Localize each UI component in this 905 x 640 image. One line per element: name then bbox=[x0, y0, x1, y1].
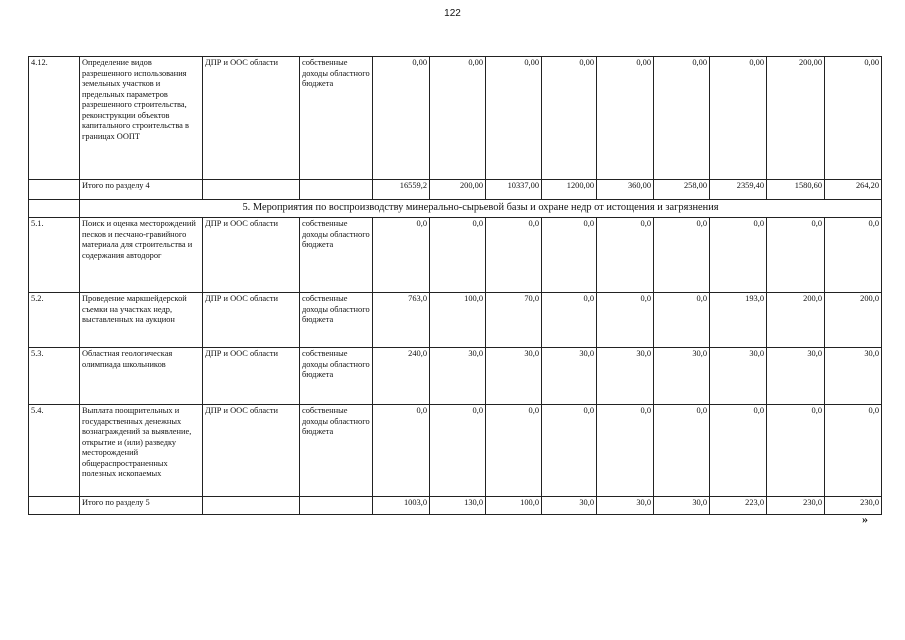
total-value-cell: 1200,00 bbox=[542, 180, 597, 200]
row-funding-source: собственные доходы областного бюджета bbox=[300, 348, 373, 405]
row-value-cell: 0,0 bbox=[825, 405, 882, 497]
page-number: 122 bbox=[444, 8, 461, 19]
total-value-cell: 2359,40 bbox=[710, 180, 767, 200]
total-value-cell: 230,0 bbox=[767, 497, 825, 515]
row-value-cell: 0,0 bbox=[430, 405, 486, 497]
total-row bbox=[29, 180, 882, 200]
total-row bbox=[29, 497, 882, 515]
row-value-cell: 0,0 bbox=[373, 405, 430, 497]
row-value-cell: 0,0 bbox=[486, 405, 542, 497]
table-row bbox=[29, 405, 882, 497]
row-activity-name: Определение видов разрешенного использования земельных участков и предельных параметров разрешенного строительства, реконструкции объектов капитального строительства в границах ООПТ bbox=[80, 57, 203, 180]
row-value-cell: 0,0 bbox=[654, 405, 710, 497]
row-executor: ДПР и ООС области bbox=[203, 57, 300, 180]
total-value-cell: 264,20 bbox=[825, 180, 882, 200]
row-value-cell: 0,0 bbox=[767, 405, 825, 497]
row-code: 4.12. bbox=[29, 57, 80, 180]
row-executor: ДПР и ООС области bbox=[203, 405, 300, 497]
total-executor-cell bbox=[203, 180, 300, 200]
row-value-cell: 70,0 bbox=[486, 293, 542, 348]
row-value-cell: 200,0 bbox=[767, 293, 825, 348]
total-value-cell: 10337,00 bbox=[486, 180, 542, 200]
row-value-cell: 0,00 bbox=[597, 57, 654, 180]
row-funding-source: собственные доходы областного бюджета bbox=[300, 293, 373, 348]
section-code-cell bbox=[29, 200, 80, 218]
row-value-cell: 0,0 bbox=[710, 405, 767, 497]
row-value-cell: 30,0 bbox=[825, 348, 882, 405]
row-value-cell: 0,0 bbox=[597, 405, 654, 497]
row-value-cell: 0,0 bbox=[542, 405, 597, 497]
row-activity-name: Выплата поощрительных и государственных денежных вознаграждений за выявление, открытие и (или) разведку месторождений общераспространенных полезных ископаемых bbox=[80, 405, 203, 497]
row-code: 5.3. bbox=[29, 348, 80, 405]
total-code-cell bbox=[29, 180, 80, 200]
row-value-cell: 30,0 bbox=[542, 348, 597, 405]
total-code-cell bbox=[29, 497, 80, 515]
row-value-cell: 30,0 bbox=[597, 348, 654, 405]
total-value-cell: 1580,60 bbox=[767, 180, 825, 200]
total-value-cell: 130,0 bbox=[430, 497, 486, 515]
row-value-cell: 0,0 bbox=[542, 293, 597, 348]
row-value-cell: 0,00 bbox=[710, 57, 767, 180]
row-activity-name: Областная геологическая олимпиада школьников bbox=[80, 348, 203, 405]
row-value-cell: 30,0 bbox=[430, 348, 486, 405]
row-code: 5.4. bbox=[29, 405, 80, 497]
row-value-cell: 0,0 bbox=[542, 218, 597, 293]
row-value-cell: 200,00 bbox=[767, 57, 825, 180]
total-label: Итого по разделу 5 bbox=[80, 497, 203, 515]
row-value-cell: 0,00 bbox=[825, 57, 882, 180]
closing-quote-mark: » bbox=[862, 512, 868, 526]
total-executor-cell bbox=[203, 497, 300, 515]
total-value-cell: 1003,0 bbox=[373, 497, 430, 515]
row-value-cell: 30,0 bbox=[486, 348, 542, 405]
row-value-cell: 0,0 bbox=[430, 218, 486, 293]
row-value-cell: 100,0 bbox=[430, 293, 486, 348]
total-value-cell: 223,0 bbox=[710, 497, 767, 515]
table-body bbox=[29, 57, 882, 515]
row-executor: ДПР и ООС области bbox=[203, 293, 300, 348]
row-funding-source: собственные доходы областного бюджета bbox=[300, 405, 373, 497]
row-value-cell: 0,00 bbox=[373, 57, 430, 180]
table-row bbox=[29, 57, 882, 180]
total-value-cell: 30,0 bbox=[542, 497, 597, 515]
row-value-cell: 0,0 bbox=[597, 293, 654, 348]
row-executor: ДПР и ООС области bbox=[203, 348, 300, 405]
row-value-cell: 30,0 bbox=[654, 348, 710, 405]
row-executor: ДПР и ООС области bbox=[203, 218, 300, 293]
row-value-cell: 0,0 bbox=[486, 218, 542, 293]
row-value-cell: 763,0 bbox=[373, 293, 430, 348]
table-row bbox=[29, 348, 882, 405]
total-value-cell: 258,00 bbox=[654, 180, 710, 200]
row-code: 5.2. bbox=[29, 293, 80, 348]
total-value-cell: 360,00 bbox=[597, 180, 654, 200]
row-activity-name: Проведение маркшейдерской съемки на участках недр, выставленных на аукцион bbox=[80, 293, 203, 348]
total-source-cell bbox=[300, 497, 373, 515]
row-value-cell: 0,0 bbox=[373, 218, 430, 293]
total-value-cell: 30,0 bbox=[654, 497, 710, 515]
row-value-cell: 0,0 bbox=[767, 218, 825, 293]
row-value-cell: 0,00 bbox=[542, 57, 597, 180]
row-value-cell: 0,00 bbox=[486, 57, 542, 180]
row-funding-source: собственные доходы областного бюджета bbox=[300, 57, 373, 180]
section-header-row bbox=[29, 200, 882, 218]
table-row bbox=[29, 293, 882, 348]
row-value-cell: 0,0 bbox=[654, 293, 710, 348]
row-value-cell: 30,0 bbox=[767, 348, 825, 405]
row-value-cell: 0,0 bbox=[710, 218, 767, 293]
section-title: 5. Мероприятия по воспроизводству минерально-сырьевой базы и охране недр от истощения и загрязнения bbox=[80, 200, 882, 218]
row-value-cell: 0,0 bbox=[654, 218, 710, 293]
total-value-cell: 100,0 bbox=[486, 497, 542, 515]
total-source-cell bbox=[300, 180, 373, 200]
total-value-cell: 230,0 bbox=[825, 497, 882, 515]
row-code: 5.1. bbox=[29, 218, 80, 293]
row-funding-source: собственные доходы областного бюджета bbox=[300, 218, 373, 293]
row-value-cell: 30,0 bbox=[710, 348, 767, 405]
row-value-cell: 0,0 bbox=[597, 218, 654, 293]
total-label: Итого по разделу 4 bbox=[80, 180, 203, 200]
row-activity-name: Поиск и оценка месторождений песков и песчано-гравийного материала для строительства и содержания автодорог bbox=[80, 218, 203, 293]
table-row bbox=[29, 218, 882, 293]
row-value-cell: 193,0 bbox=[710, 293, 767, 348]
total-value-cell: 200,00 bbox=[430, 180, 486, 200]
row-value-cell: 0,00 bbox=[654, 57, 710, 180]
row-value-cell: 0,0 bbox=[825, 218, 882, 293]
row-value-cell: 240,0 bbox=[373, 348, 430, 405]
total-value-cell: 30,0 bbox=[597, 497, 654, 515]
row-value-cell: 200,0 bbox=[825, 293, 882, 348]
budget-table bbox=[28, 56, 882, 515]
row-value-cell: 0,00 bbox=[430, 57, 486, 180]
total-value-cell: 16559,2 bbox=[373, 180, 430, 200]
